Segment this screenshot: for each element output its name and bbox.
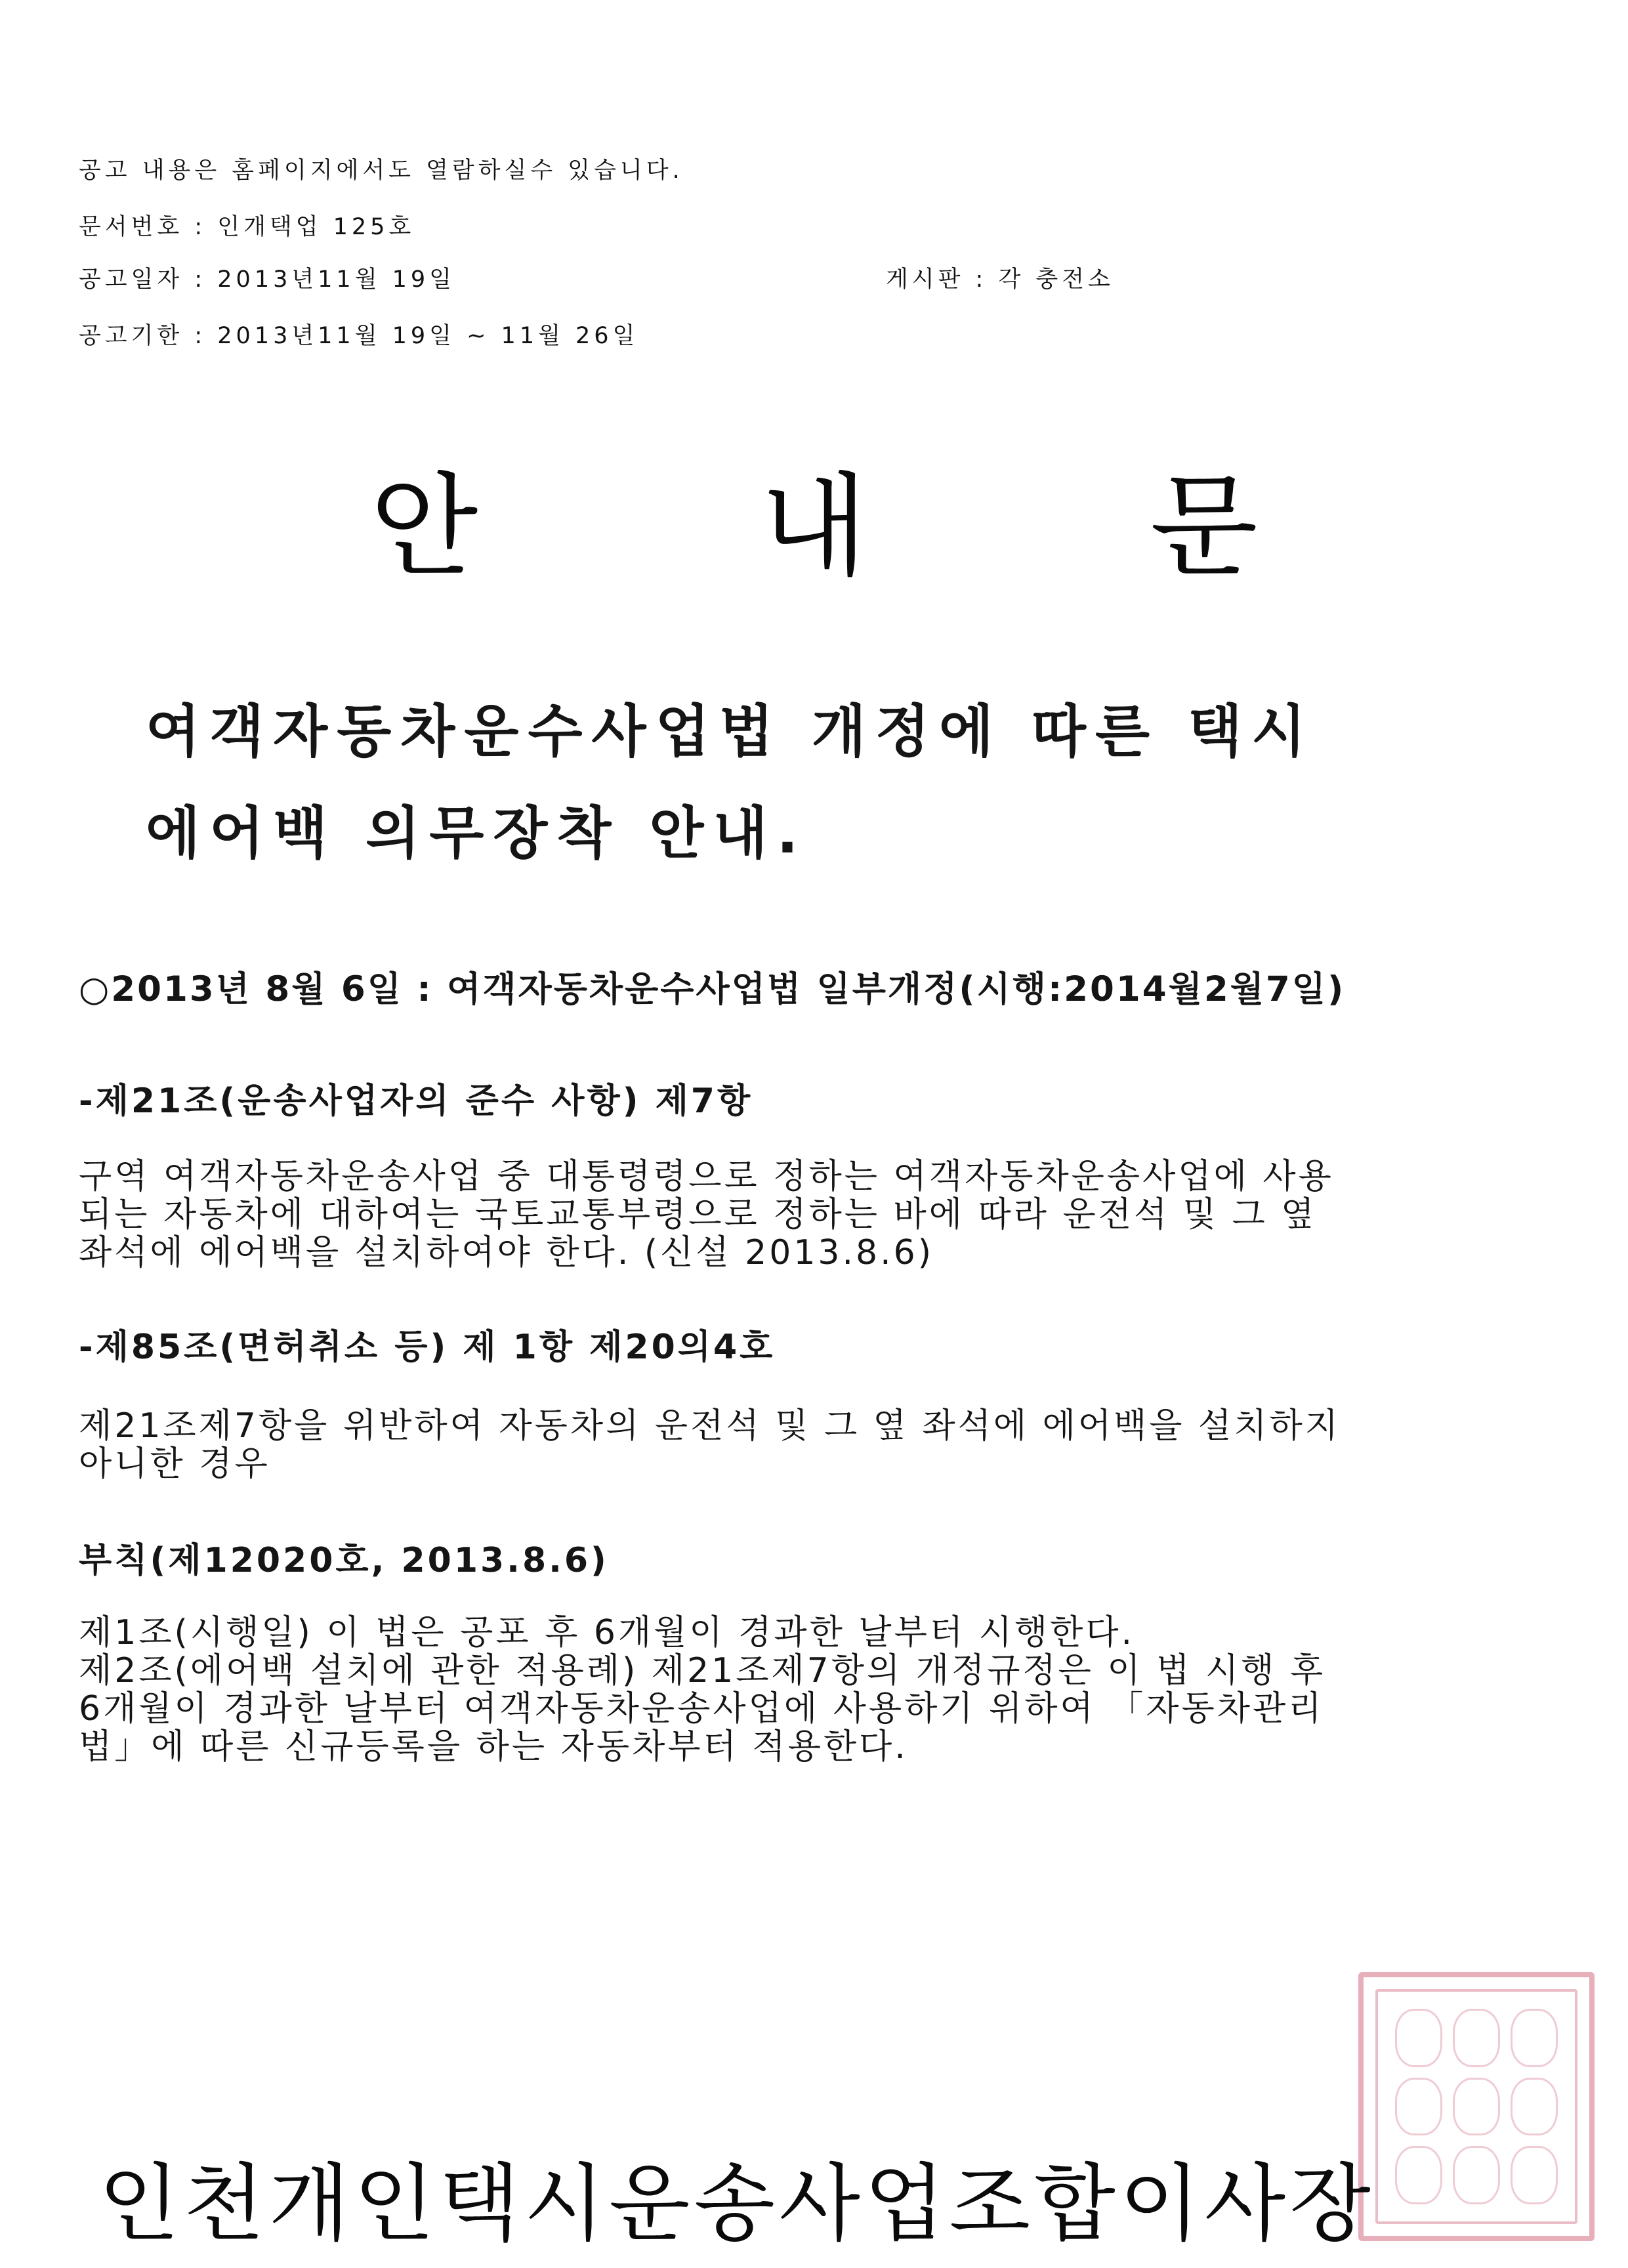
issuer-signature-line: 인천개인택시운송사업조합이사장 — [98, 2155, 1375, 2253]
notice-date: 공고일자 : 2013년11월 19일 — [79, 266, 455, 293]
article-21-line-3: 좌석에 에어백을 설치하여야 한다. (신설 2013.8.6) — [79, 1233, 934, 1272]
article-85-line-1: 제21조제7항을 위반하여 자동차의 운전석 및 그 옆 좌석에 에어백을 설치하지 — [79, 1406, 1341, 1446]
article-85-text — [79, 1398, 1545, 1484]
notice-period: 공고기한 : 2013년11월 19일 ~ 11월 26일 — [79, 323, 639, 349]
supplementary-line-2: 제2조(에어백 설치에 관한 적용례) 제21조제7항의 개정규정은 이 법 시행 후 — [79, 1651, 1326, 1690]
title-char-1: 안 — [370, 462, 478, 592]
subject-line-1: 여객자동차운수사업법 개정에 따른 택시 — [146, 699, 1316, 765]
title-char-2: 내 — [760, 462, 868, 592]
article-85-line-2: 아니한 경우 — [79, 1444, 270, 1484]
notice-availability-line: 공고 내용은 홈페이지에서도 열람하실수 있습니다. — [79, 158, 684, 184]
official-seal-stamp — [1358, 1972, 1595, 2241]
supplementary-line-4: 법」에 따른 신규등록을 하는 자동차부터 적용한다. — [79, 1727, 908, 1767]
article-21-text — [79, 1148, 1545, 1272]
supplementary-heading: 부칙(제12020호, 2013.8.6) — [79, 1541, 609, 1580]
article-21-line-1: 구역 여객자동차운송사업 중 대통령령으로 정하는 여객자동차운송사업에 사용 — [79, 1157, 1334, 1196]
bulletin-board: 게시판 : 각 충전소 — [886, 266, 1114, 293]
document-number: 문서번호 : 인개택업 125호 — [79, 214, 415, 240]
supplementary-line-3: 6개월이 경과한 날부터 여객자동차운송사업에 사용하기 위하여 「자동차관리 — [79, 1689, 1324, 1729]
document-title — [0, 436, 1628, 597]
supplementary-line-1: 제1조(시행일) 이 법은 공포 후 6개월이 경과한 날부터 시행한다. — [79, 1613, 1135, 1652]
title-char-3: 문 — [1150, 462, 1258, 592]
supplementary-text — [79, 1605, 1545, 1767]
article-21-line-2: 되는 자동차에 대하여는 국토교통부령으로 정하는 바에 따라 운전석 및 그 옆 — [79, 1195, 1317, 1234]
article-85-heading: -제85조(면허취소 등) 제 1항 제20의4호 — [79, 1328, 776, 1367]
amendment-date-line: ○2013년 8월 6일 : 여객자동차운수사업법 일부개정(시행:2014월2월7일) — [79, 969, 1346, 1009]
subject-line-2: 에어백 의무장착 안내. — [146, 801, 808, 866]
article-21-heading: -제21조(운송사업자의 준수 사항) 제7항 — [79, 1082, 753, 1121]
